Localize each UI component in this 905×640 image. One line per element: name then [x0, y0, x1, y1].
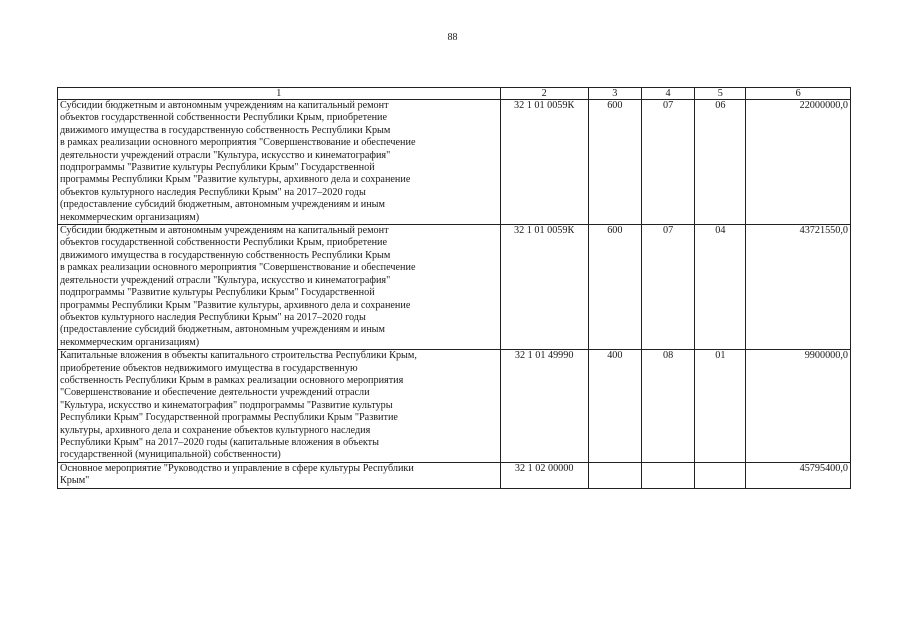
row-expense-type: 600: [588, 100, 641, 225]
column-header: 6: [746, 88, 851, 100]
description-line: в рамках реализации основного мероприятия "Совершенствование и обеспечение: [60, 262, 416, 274]
row-section: 07: [641, 225, 694, 350]
row-amount: 43721550,0: [746, 225, 851, 350]
row-amount: 45795400,0: [746, 462, 851, 488]
row-target-code: 32 1 02 00000: [500, 462, 588, 488]
row-description: [58, 462, 501, 488]
row-target-code: 32 1 01 49990: [500, 350, 588, 463]
row-expense-type: [588, 462, 641, 488]
row-description: [58, 225, 501, 350]
description-line: программы Республики Крым "Развитие культуры, архивного дела и сохранение: [60, 299, 411, 311]
row-subsection: 04: [695, 225, 746, 350]
description-line: (предоставление субсидий бюджетным, автономным учреждениям и иным: [60, 324, 385, 336]
description-line: приобретение объектов недвижимого имущества в государственную: [60, 362, 358, 374]
description-line: культуры, архивного дела и сохранение объектов культурного наследия: [60, 424, 371, 436]
description-line: (предоставление субсидий бюджетным, автономным учреждениям и иным: [60, 199, 385, 211]
column-header: 5: [695, 88, 746, 100]
description-line: Капитальные вложения в объекты капитального строительства Республики Крым,: [60, 350, 417, 362]
page-number: 88: [447, 32, 458, 43]
description-line: в рамках реализации основного мероприятия "Совершенствование и обеспечение: [60, 137, 416, 149]
row-expense-type: 600: [588, 225, 641, 350]
column-header: 1: [58, 88, 501, 100]
table-row: [58, 462, 851, 488]
description-line: "Культура, искусство и кинематография" подпрограммы "Развитие культуры: [60, 399, 393, 411]
description-line: Субсидии бюджетным и автономным учреждениям на капитальный ремонт: [60, 100, 389, 111]
row-expense-type: 400: [588, 350, 641, 463]
row-section: 07: [641, 100, 694, 225]
description-line: деятельности учреждений отрасли "Культура, искусство и кинематография": [60, 274, 391, 286]
description-line: некоммерческим организациям): [60, 336, 200, 348]
description-line: Республики Крым" Государственной программы Республики Крым "Развитие: [60, 412, 398, 424]
column-header: 3: [588, 88, 641, 100]
description-line: объектов культурного наследия Республики Крым" на 2017–2020 годы: [60, 186, 366, 198]
row-description: [58, 350, 501, 463]
row-section: 08: [641, 350, 694, 463]
table-row: [58, 100, 851, 225]
row-subsection: 01: [695, 350, 746, 463]
description-line: "Совершенствование и обеспечение деятельности учреждений отрасли: [60, 387, 370, 399]
budget-table: [57, 87, 851, 489]
row-description: [58, 100, 501, 225]
header-row: [58, 88, 851, 100]
description-line: объектов культурного наследия Республики Крым" на 2017–2020 годы: [60, 311, 366, 323]
column-header: 4: [641, 88, 694, 100]
row-target-code: 32 1 01 0059К: [500, 100, 588, 225]
description-line: движимого имущества в государственную собственность Республики Крым: [60, 249, 391, 261]
row-amount: 9900000,0: [746, 350, 851, 463]
description-line: Основное мероприятие "Руководство и управление в сфере культуры Республики: [60, 462, 414, 474]
description-line: программы Республики Крым "Развитие культуры, архивного дела и сохранение: [60, 174, 411, 186]
column-header: 2: [500, 88, 588, 100]
description-line: Крым": [60, 475, 90, 487]
row-target-code: 32 1 01 0059К: [500, 225, 588, 350]
description-line: подпрограммы "Развитие культуры Республики Крым" Государственной: [60, 162, 375, 174]
description-line: объектов государственной собственности Республики Крым, приобретение: [60, 112, 388, 124]
description-line: Субсидии бюджетным и автономным учреждениям на капитальный ремонт: [60, 225, 389, 237]
description-line: собственность Республики Крым в рамках реализации основного мероприятия: [60, 374, 404, 386]
row-section: [641, 462, 694, 488]
row-amount: 22000000,0: [746, 100, 851, 225]
row-subsection: 06: [695, 100, 746, 225]
table-row: [58, 350, 851, 463]
description-line: движимого имущества в государственную собственность Республики Крым: [60, 124, 391, 136]
table-row: [58, 225, 851, 350]
description-line: подпрограммы "Развитие культуры Республики Крым" Государственной: [60, 287, 375, 299]
description-line: государственной (муниципальной) собственности): [60, 449, 281, 461]
description-line: Республики Крым" на 2017–2020 годы (капитальные вложения в объекты: [60, 436, 379, 448]
row-subsection: [695, 462, 746, 488]
description-line: некоммерческим организациям): [60, 211, 200, 223]
description-line: деятельности учреждений отрасли "Культура, искусство и кинематография": [60, 149, 391, 161]
description-line: объектов государственной собственности Республики Крым, приобретение: [60, 237, 388, 249]
